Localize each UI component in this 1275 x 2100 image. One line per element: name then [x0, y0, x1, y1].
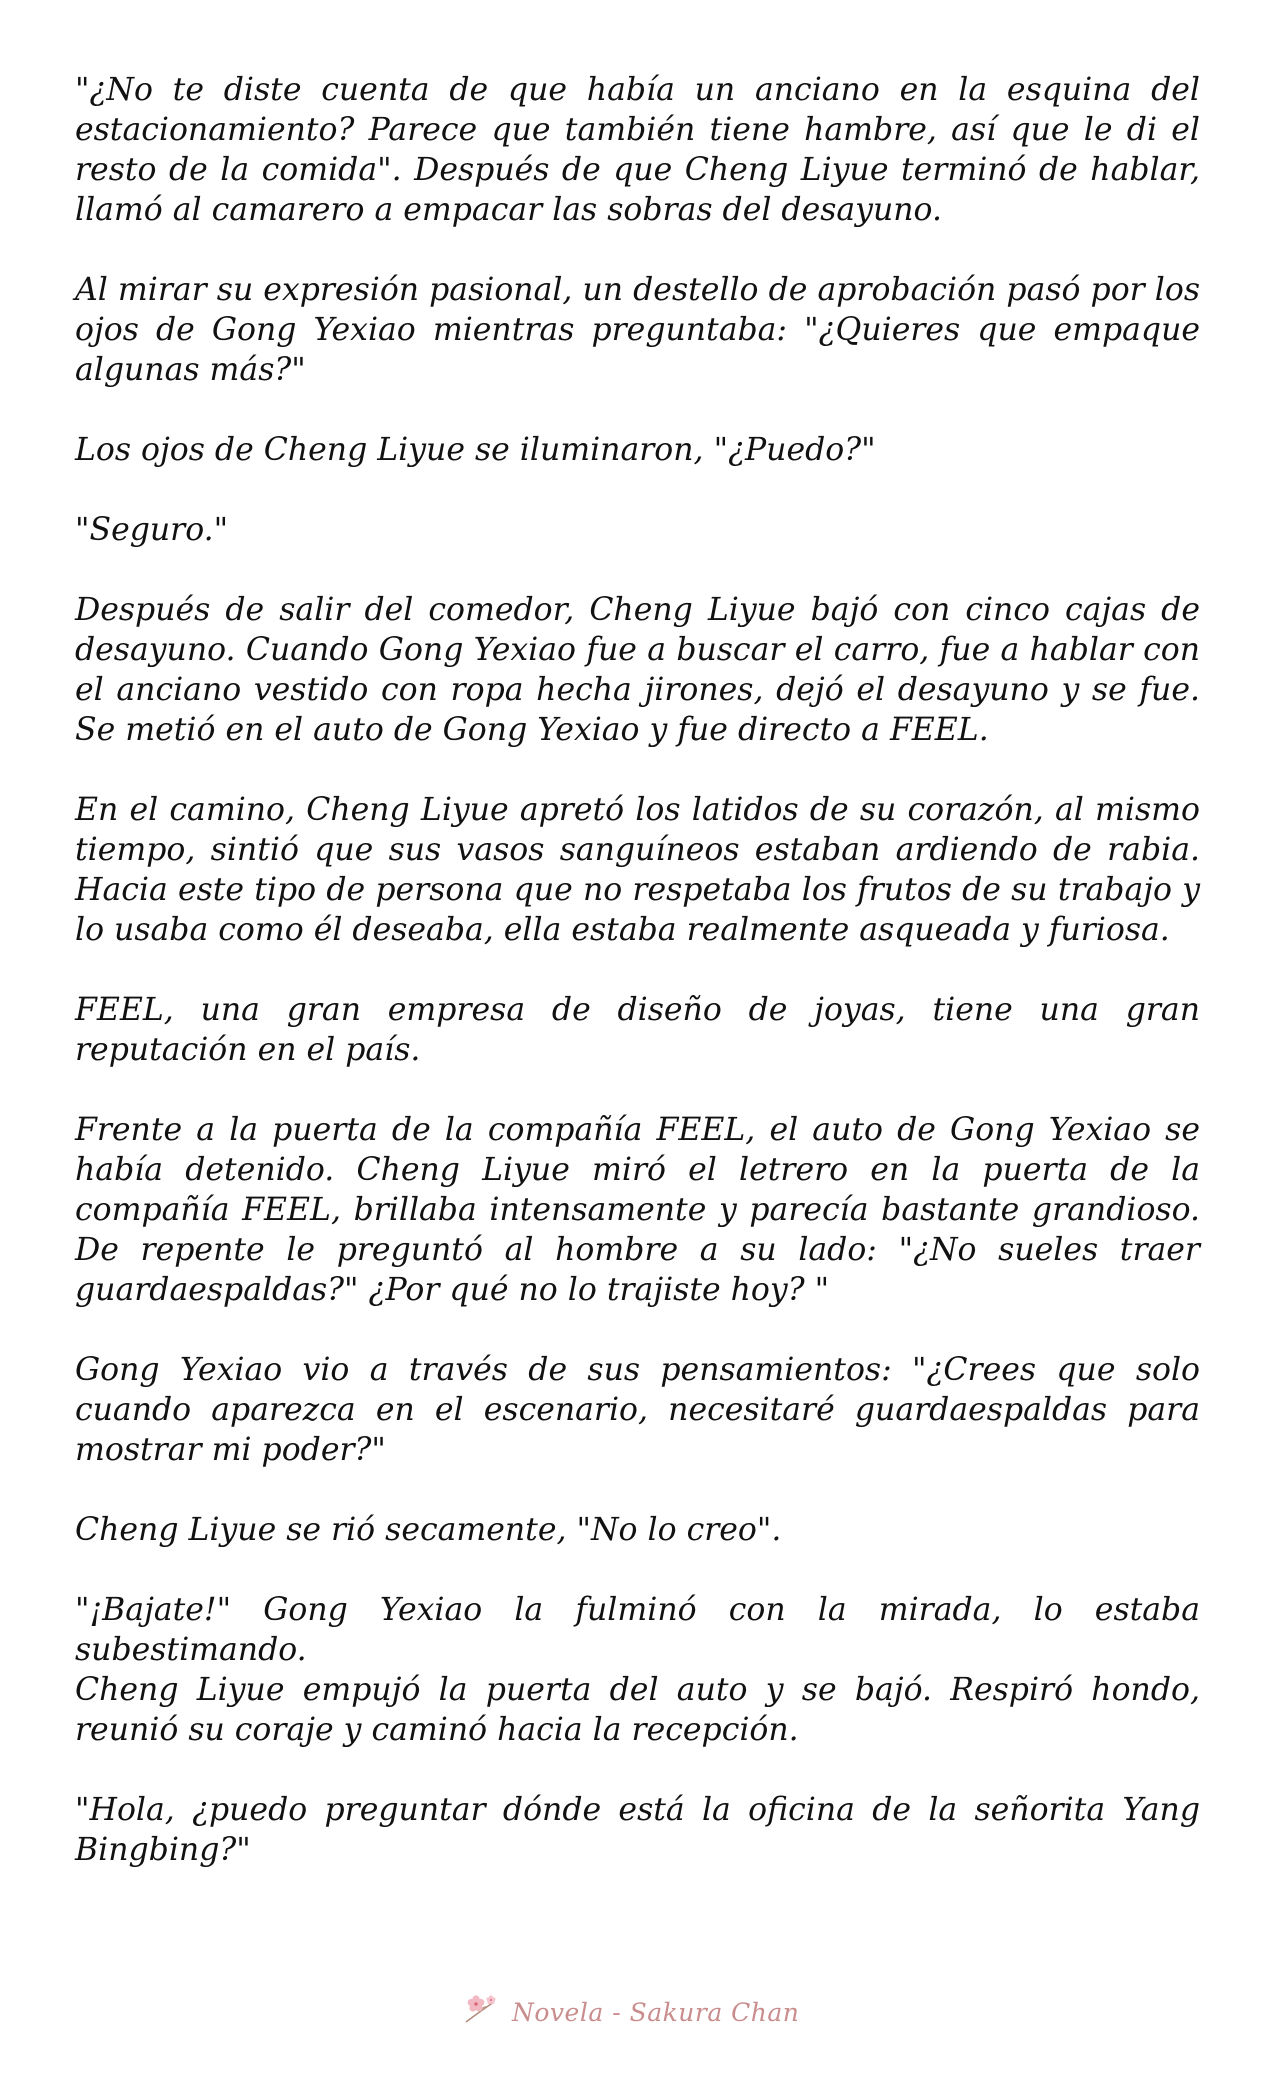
- paragraph: Cheng Liyue se rió secamente, "No lo creo".: [75, 1512, 782, 1548]
- paragraph: En el camino, Cheng Liyue apretó los latidos de su corazón, al mismo tiempo, sintió que sus vasos sanguíneos estaban ardiendo de rabia. Hacia este tipo de persona que no respetaba los frutos de su trabajo y lo usaba como él deseaba, ella estaba realmente asqueada y furiosa.: [75, 792, 1200, 948]
- paragraph: Después de salir del comedor, Cheng Liyue bajó con cinco cajas de desayuno. Cuando Gong Yexiao fue a buscar el carro, fue a hablar con el anciano vestido con ropa hecha jirones, dejó el desayuno y se fue. Se metió en el auto de Gong Yexiao y fue directo a FEEL.: [75, 592, 1200, 748]
- paragraph: Los ojos de Cheng Liyue se iluminaron, "¿Puedo?": [75, 432, 876, 468]
- paragraph: Frente a la puerta de la compañía FEEL, el auto de Gong Yexiao se había detenido. Cheng Liyue miró el letrero en la puerta de la compañía FEEL, brillaba intensamente y parecía bastante grandioso. De repente le preguntó al hombre a su lado: "¿No sueles traer guardaespaldas?" ¿Por qué no lo trajiste hoy? ": [75, 1112, 1200, 1308]
- paragraph: Cheng Liyue empujó la puerta del auto y se bajó. Respiró hondo, reunió su coraje y caminó hacia la recepción.: [75, 1672, 1200, 1748]
- paragraph: "¡Bajate!" Gong Yexiao la fulminó con la mirada, lo estaba subestimando.: [75, 1592, 1200, 1668]
- document-body: [75, 70, 1200, 1910]
- watermark-text: Novela - Sakura Chan: [512, 1998, 800, 2027]
- watermark: [460, 1988, 799, 2037]
- paragraph: "Seguro.": [75, 512, 229, 548]
- paragraph: "¿No te diste cuenta de que había un anciano en la esquina del estacionamiento? Parece que también tiene hambre, así que le di el resto de la comida". Después de que Cheng Liyue terminó de hablar, llamó al camarero a empacar las sobras del desayuno.: [75, 72, 1200, 228]
- paragraph: Al mirar su expresión pasional, un destello de aprobación pasó por los ojos de Gong Yexiao mientras preguntaba: "¿Quieres que empaque algunas más?": [75, 272, 1200, 388]
- paragraph: "Hola, ¿puedo preguntar dónde está la oficina de la señorita Yang Bingbing?": [75, 1792, 1200, 1868]
- paragraph: FEEL, una gran empresa de diseño de joyas, tiene una gran reputación en el país.: [75, 992, 1200, 1068]
- paragraph: Gong Yexiao vio a través de sus pensamientos: "¿Crees que solo cuando aparezca en el escenario, necesitaré guardaespaldas para mostrar mi poder?": [75, 1352, 1200, 1468]
- sakura-flower-icon: [460, 1988, 504, 2037]
